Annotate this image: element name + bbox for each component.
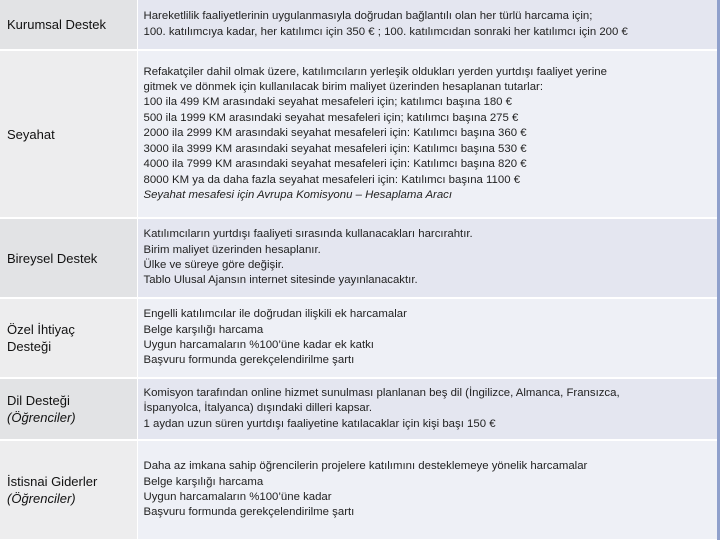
content-line: 4000 ila 7999 KM arasındaki seyahat mesafeleri için: Katılımcı başına 820 € <box>143 158 527 171</box>
label-text: İstisnai Giderler <box>7 474 98 489</box>
content-line: 2000 ila 2999 KM arasındaki seyahat mesafeleri için: Katılımcı başına 360 € <box>143 127 527 140</box>
row-content-bireysel-destek <box>137 218 720 298</box>
row-label-kurumsal-destek <box>0 0 137 50</box>
content-line: Tablo Ulusal Ajansın internet sitesinde yayınlanacaktır. <box>143 274 418 287</box>
content-line: 8000 KM ya da daha fazla seyahat mesafeleri için: Katılımcı başına 1100 € <box>143 173 521 186</box>
content-line: Ülke ve süreye göre değişir. <box>143 259 285 271</box>
row-label-seyahat <box>0 50 137 218</box>
content-line: 100 ila 499 KM arasındaki seyahat mesafeleri için; katılımcı başına 180 € <box>143 96 512 109</box>
content-line: 3000 ila 3999 KM arasındaki seyahat mesafeleri için: Katılımcı başına 530 € <box>143 142 527 155</box>
row-content-ozel-ihtiyac <box>137 298 720 378</box>
content-line: Katılımcıların yurtdışı faaliyeti sırasında kullanacakları harcırahtır. <box>143 228 473 241</box>
content-line: gitmek ve dönmek için kullanılacak birim maliyet üzerinden hesaplanan tutarlar: <box>143 81 544 94</box>
row-label-ozel-ihtiyac <box>0 298 137 378</box>
content-line: Belge karşılığı harcama <box>143 323 264 336</box>
table-row <box>0 0 720 50</box>
row-label-istisnai-giderler <box>0 440 137 540</box>
label-text: Kurumsal Destek <box>7 17 106 32</box>
row-content-istisnai-giderler <box>137 440 720 540</box>
content-line: Refakatçiler dahil olmak üzere, katılımcıların yerleşik oldukları yerden yurtdışı faaliyet yerine <box>143 65 607 78</box>
row-content-dil-destegi <box>137 378 720 440</box>
label-subtext: (Öğrenciler) <box>7 491 76 506</box>
label-subtext: (Öğrenciler) <box>7 410 76 425</box>
table-row <box>0 440 720 540</box>
distance-calculator-link[interactable]: Seyahat mesafesi için Avrupa Komisyonu – Hesaplama Aracı <box>143 188 453 201</box>
content-line: Daha az imkana sahip öğrencilerin projelere katılımını desteklemeye yönelik harcamalar <box>143 460 588 473</box>
table-row <box>0 50 720 218</box>
content-line: Hareketlilik faaliyetlerinin uygulanmasıyla doğrudan bağlantılı olan her türlü harcama için; <box>143 10 593 23</box>
content-line: Engelli katılımcılar ile doğrudan ilişkili ek harcamalar <box>143 308 407 321</box>
table-row <box>0 378 720 440</box>
row-content-seyahat <box>137 50 720 218</box>
label-subtext: Desteği <box>7 339 52 354</box>
row-label-dil-destegi <box>0 378 137 440</box>
content-line: Başvuru formunda gerekçelendirilme şartı <box>143 354 355 367</box>
content-line: Komisyon tarafından online hizmet sunulması planlanan beş dil (İngilizce, Almanca, Fransızca, <box>143 386 620 399</box>
content-line: 100. katılımcıya kadar, her katılımcı için 350 € ; 100. katılımcıdan sonraki her katılımcı için 200 € <box>143 25 628 38</box>
content-line: İspanyolca, İtalyanca) dışındaki dilleri kapsar. <box>143 402 373 415</box>
row-content-kurumsal-destek <box>137 0 720 50</box>
content-line: Başvuru formunda gerekçelendirilme şartı <box>143 506 355 519</box>
content-line: Uygun harcamaların %100’üne kadar <box>143 491 332 503</box>
table-row <box>0 218 720 298</box>
table-row <box>0 298 720 378</box>
content-line: Birim maliyet üzerinden hesaplanır. <box>143 243 321 256</box>
label-text: Özel İhtiyaç <box>7 322 75 337</box>
content-line: 500 ila 1999 KM arasındaki seyahat mesafeleri için; katılımcı başına 275 € <box>143 111 519 124</box>
row-label-bireysel-destek <box>0 218 137 298</box>
content-line: Uygun harcamaların %100’üne kadar ek katkı <box>143 339 374 351</box>
label-text: Bireysel Destek <box>7 250 98 266</box>
label-text: Dil Desteği <box>7 393 70 408</box>
content-line: Belge karşılığı harcama <box>143 475 264 488</box>
content-line: 1 aydan uzun süren yurtdışı faaliyetine katılacaklar için kişi başı 150 € <box>143 417 496 430</box>
label-text: Seyahat <box>7 126 55 142</box>
